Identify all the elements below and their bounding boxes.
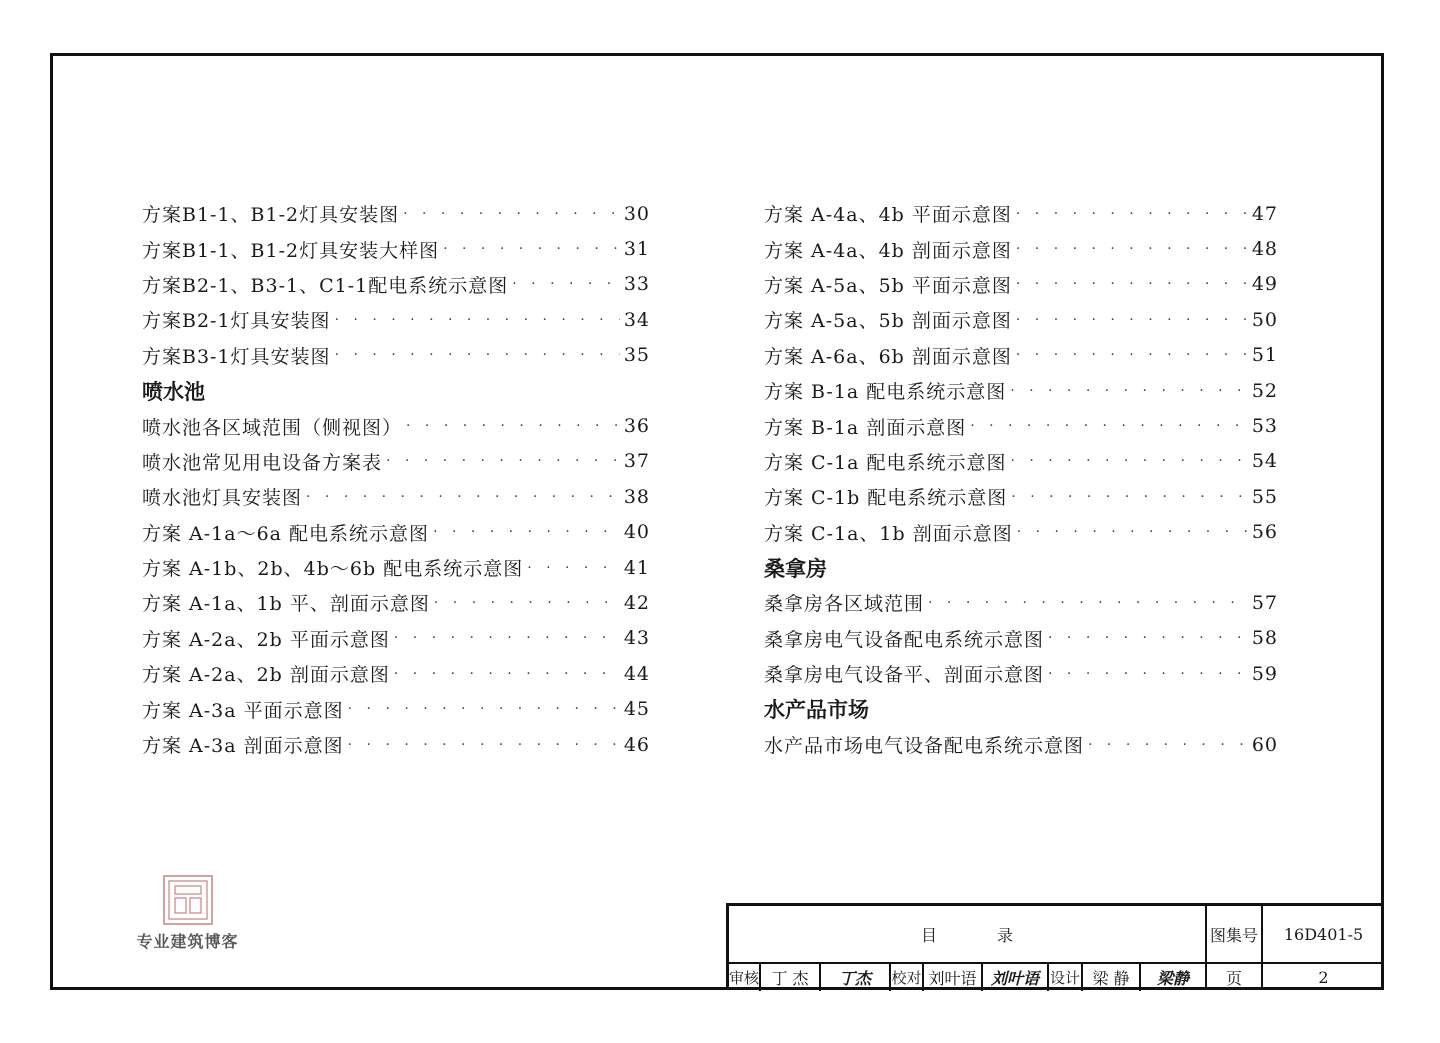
checker-name: 刘叶语 — [928, 969, 977, 988]
toc-leader-dots — [1016, 241, 1248, 257]
toc-entry-page: 30 — [623, 202, 650, 225]
toc-leader-dots — [512, 276, 620, 292]
toc-entry-title: 方案 A-3a 剖面示意图 — [142, 735, 344, 758]
toc-entry-page: 46 — [623, 733, 650, 756]
reviewer-name: 丁 杰 — [771, 969, 809, 988]
toc-leader-dots — [335, 347, 620, 363]
toc-entry-title: 方案 A-1a、1b 平、剖面示意图 — [142, 593, 430, 616]
toc-entry-page: 54 — [1251, 450, 1278, 473]
toc-entry-page: 48 — [1251, 238, 1278, 261]
toc-entry — [142, 479, 650, 514]
toc-leader-dots — [928, 595, 1248, 611]
toc-entry — [764, 444, 1278, 479]
toc-entry-title: 桑拿房各区域范围 — [764, 593, 925, 616]
toc-entry-page: 44 — [623, 662, 650, 685]
toc-entry-page: 40 — [623, 521, 650, 544]
toc-leader-dots — [306, 489, 620, 505]
toc-leader-dots — [433, 524, 620, 540]
toc-leader-dots — [386, 453, 620, 469]
toc-entry — [142, 267, 650, 302]
toc-entry-page: 43 — [623, 627, 650, 650]
toc-leader-dots — [1016, 347, 1248, 363]
toc-entry — [142, 550, 650, 585]
review-label: 审核 — [729, 969, 760, 987]
toc-leader-dots — [394, 666, 620, 682]
toc-entry-page: 31 — [623, 238, 650, 261]
seal-icon — [163, 875, 213, 925]
toc-entry-title: 方案B2-1灯具安装图 — [142, 310, 331, 333]
toc-entry — [764, 727, 1278, 762]
toc-entry-title: 方案 A-3a 平面示意图 — [142, 699, 344, 722]
toc-entry-page: 34 — [623, 308, 650, 331]
toc-leader-dots — [348, 701, 620, 717]
toc-leader-dots — [406, 418, 620, 434]
toc-entry-title: 喷水池常见用电设备方案表 — [142, 451, 383, 474]
toc-entry-page: 60 — [1251, 733, 1278, 756]
toc-entry — [764, 515, 1278, 550]
toc-entry — [764, 656, 1278, 691]
toc-entry — [764, 302, 1278, 337]
toc-leader-dots — [1016, 312, 1248, 328]
toc-entry-title: 方案 B-1a 剖面示意图 — [764, 416, 967, 439]
toc-entry-page: 53 — [1251, 415, 1278, 438]
page-label: 页 — [1225, 969, 1242, 988]
toc-entry — [142, 691, 650, 726]
toc-entry-title: 方案 C-1a、1b 剖面示意图 — [764, 522, 1013, 545]
title-block — [726, 903, 1384, 990]
toc-entry-title: 方案B1-1、B1-2灯具安装大样图 — [142, 239, 440, 262]
toc-entry-title: 喷水池灯具安装图 — [142, 487, 303, 510]
toc-leader-dots — [434, 595, 620, 611]
toc-entry-title: 方案 A-5a、5b 平面示意图 — [764, 274, 1012, 297]
watermark-logo — [130, 873, 245, 953]
toc-entry — [142, 444, 650, 479]
toc-entry — [764, 479, 1278, 514]
toc-entry-page: 52 — [1251, 379, 1278, 402]
checker-signature: 刘叶语 — [990, 969, 1039, 988]
toc-entry — [142, 621, 650, 656]
toc-entry-title: 方案 A-1b、2b、4b～6b 配电系统示意图 — [142, 558, 524, 581]
toc-entry-page: 41 — [623, 556, 650, 579]
toc-leader-dots — [1088, 737, 1248, 753]
toc-entry-title: 方案 A-4a、4b 剖面示意图 — [764, 239, 1012, 262]
toc-leader-dots — [1011, 489, 1248, 505]
toc-entry-page: 35 — [623, 344, 650, 367]
toc-left-column — [142, 196, 650, 762]
toc-entry-page: 58 — [1251, 627, 1278, 650]
toc-section-heading: 桑拿房 — [764, 556, 827, 581]
atlas-no-label: 图集号 — [1209, 925, 1258, 945]
toc-leader-dots — [1048, 630, 1248, 646]
toc-leader-dots — [394, 630, 620, 646]
toc-entry-title: 方案B1-1、B1-2灯具安装图 — [142, 204, 400, 227]
toc-entry-title: 方案 B-1a 配电系统示意图 — [764, 381, 1007, 404]
toc-entry — [142, 196, 650, 231]
toc-entry-page: 47 — [1251, 202, 1278, 225]
toc-entry-title: 方案B2-1、B3-1、C1-1配电系统示意图 — [142, 274, 509, 297]
toc-entry-page: 56 — [1251, 521, 1278, 544]
toc-entry-title: 桑拿房电气设备平、剖面示意图 — [764, 664, 1045, 687]
toc-entry — [142, 408, 650, 443]
toc-entry-title: 方案 A-1a～6a 配电系统示意图 — [142, 522, 430, 545]
toc-entry — [764, 231, 1278, 266]
toc-entry-page: 51 — [1251, 344, 1278, 367]
page-number: 2 — [1318, 968, 1329, 987]
drawing-title: 目录 — [920, 925, 1073, 945]
designer-name: 梁 静 — [1092, 969, 1130, 988]
toc-entry-page: 42 — [623, 591, 650, 614]
toc-entry — [764, 408, 1278, 443]
toc-section-heading: 喷水池 — [142, 379, 205, 404]
toc-entry — [142, 656, 650, 691]
toc-entry-page: 49 — [1251, 273, 1278, 296]
toc-leader-dots — [527, 560, 620, 576]
toc-leader-dots — [403, 206, 620, 222]
toc-entry — [764, 338, 1278, 373]
toc-entry-title: 水产品市场电气设备配电系统示意图 — [764, 735, 1085, 758]
toc-leader-dots — [1017, 524, 1248, 540]
toc-entry-title: 方案 A-6a、6b 剖面示意图 — [764, 345, 1012, 368]
toc-entry-title: 喷水池各区域范围（侧视图） — [142, 416, 403, 439]
toc-entry — [764, 621, 1278, 656]
toc-entry-title: 方案 C-1a 配电系统示意图 — [764, 451, 1007, 474]
toc-entry-page: 57 — [1251, 591, 1278, 614]
toc-entry — [764, 373, 1278, 408]
design-label: 设计 — [1049, 969, 1080, 987]
designer-signature: 梁静 — [1156, 969, 1189, 988]
toc-entry — [142, 727, 650, 762]
toc-entry-title: 方案 A-5a、5b 剖面示意图 — [764, 310, 1012, 333]
toc-entry-title: 方案B3-1灯具安装图 — [142, 345, 331, 368]
toc-entry-title: 方案 A-2a、2b 平面示意图 — [142, 628, 390, 651]
toc-leader-dots — [970, 418, 1248, 434]
toc-entry-page: 45 — [623, 698, 650, 721]
check-label: 校对 — [891, 969, 922, 987]
toc-entry-page: 38 — [623, 485, 650, 508]
toc-leader-dots — [1016, 206, 1248, 222]
toc-entry — [764, 196, 1278, 231]
reviewer-signature: 丁杰 — [838, 969, 871, 988]
toc-entry — [142, 302, 650, 337]
toc-entry-page: 50 — [1251, 308, 1278, 331]
toc-entry — [142, 585, 650, 620]
toc-entry-title: 桑拿房电气设备配电系统示意图 — [764, 628, 1045, 651]
toc-entry-title: 方案 C-1b 配电系统示意图 — [764, 487, 1008, 510]
toc-entry — [764, 267, 1278, 302]
toc-section-heading: 水产品市场 — [764, 698, 869, 723]
toc-entry — [142, 515, 650, 550]
toc-entry — [764, 585, 1278, 620]
toc-entry — [142, 338, 650, 373]
atlas-no: 16D401-5 — [1283, 924, 1364, 944]
toc-entry-title: 方案 A-2a、2b 剖面示意图 — [142, 664, 390, 687]
toc-leader-dots — [443, 241, 620, 257]
toc-entry-page: 36 — [623, 415, 650, 438]
toc-entry — [142, 231, 650, 266]
toc-entry-page: 37 — [623, 450, 650, 473]
watermark-text: 专业建筑博客 — [136, 932, 239, 951]
toc-entry-page: 55 — [1251, 485, 1278, 508]
toc-leader-dots — [1048, 666, 1248, 682]
toc-leader-dots — [348, 737, 620, 753]
toc-leader-dots — [1016, 276, 1248, 292]
toc-right-column — [764, 196, 1278, 762]
toc-leader-dots — [1010, 383, 1248, 399]
toc-leader-dots — [335, 312, 620, 328]
toc-entry-page: 59 — [1251, 662, 1278, 685]
toc-entry-title: 方案 A-4a、4b 平面示意图 — [764, 204, 1012, 227]
toc-leader-dots — [1010, 453, 1247, 469]
toc-entry-page: 33 — [623, 273, 650, 296]
